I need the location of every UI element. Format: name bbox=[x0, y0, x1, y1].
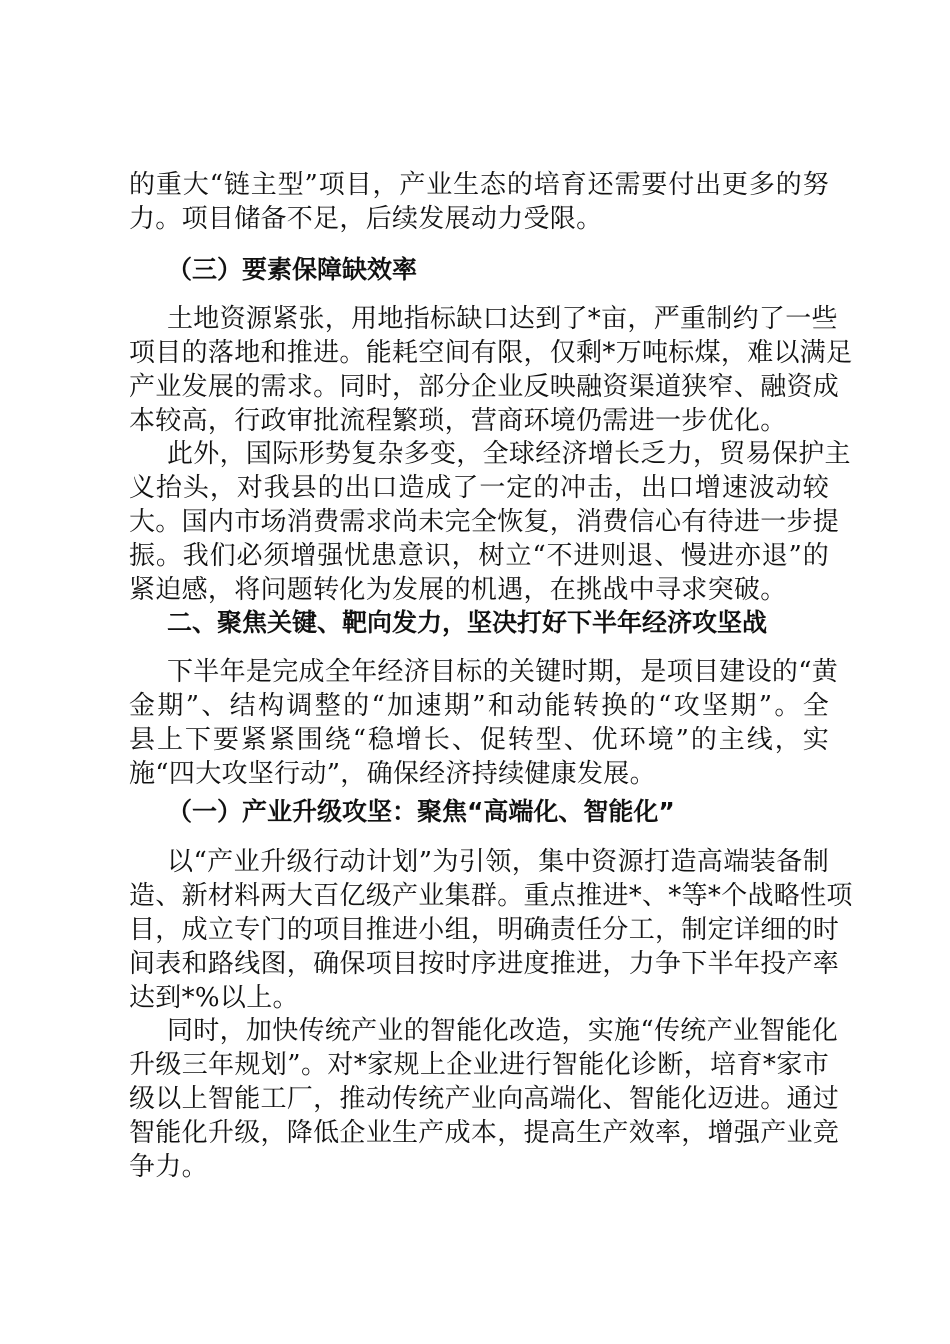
subsection-heading-industry-upgrade: （一）产业升级攻坚：聚焦“高端化、智能化” bbox=[167, 797, 675, 826]
paragraph-line: 县上下要紧紧围绕“稳增长、促转型、优环境”的主线，实 bbox=[129, 725, 829, 755]
paragraph-line: 义抬头，对我县的出口造成了一定的冲击，出口增速波动较 bbox=[129, 473, 829, 503]
paragraph-line: 紧迫感，将问题转化为发展的机遇，在挑战中寻求突破。 bbox=[129, 575, 787, 605]
paragraph-line: 力。项目储备不足，后续发展动力受限。 bbox=[129, 204, 603, 234]
paragraph-industry-upgrade bbox=[129, 845, 853, 1015]
paragraph-line: 同时，加快传统产业的智能化改造，实施“传统产业智能化 bbox=[167, 1016, 839, 1046]
paragraph-line: 间表和路线图，确保项目按时序进度推进，力争下半年投产率 bbox=[129, 949, 840, 979]
paragraph-line: 升级三年规划”。对*家规上企业进行智能化诊断，培育*家市 bbox=[129, 1050, 829, 1080]
paragraph-line: 本较高，行政审批流程繁琐，营商环境仍需进一步优化。 bbox=[129, 406, 787, 436]
section-heading-second-half: 二、聚焦关键、靶向发力，坚决打好下半年经济攻坚战 bbox=[167, 608, 768, 637]
paragraph-line: 此外，国际形势复杂多变，全球经济增长乏力，贸易保护主 bbox=[167, 439, 851, 469]
paragraph-smart-transformation bbox=[129, 1014, 840, 1184]
paragraph-line: 争力。 bbox=[129, 1152, 208, 1182]
paragraph-line: 造、新材料两大百亿级产业集群。重点推进*、*等*个战略性项 bbox=[129, 881, 853, 911]
paragraph-line: 智能化升级，降低企业生产成本，提高生产效率，增强产业竞 bbox=[129, 1118, 840, 1148]
paragraph-line: 土地资源紧张，用地指标缺口达到了*亩，严重制约了一些 bbox=[167, 304, 838, 334]
paragraph-international bbox=[129, 437, 851, 607]
paragraph-line: 的重大“链主型”项目，产业生态的培育还需要付出更多的努 bbox=[129, 170, 829, 200]
paragraph-line: 达到*%以上。 bbox=[129, 983, 299, 1013]
paragraph-line: 目，成立专门的项目推进小组，明确责任分工，制定详细的时 bbox=[129, 915, 840, 945]
paragraph-land-resources bbox=[129, 302, 853, 438]
paragraph-line: 级以上智能工厂，推动传统产业向高端化、智能化迈进。通过 bbox=[129, 1084, 840, 1114]
paragraph-line: 施“四大攻坚行动”，确保经济持续健康发展。 bbox=[129, 759, 656, 789]
paragraph-second-half bbox=[129, 655, 839, 791]
paragraph-line: 项目的落地和推进。能耗空间有限，仅剩*万吨标煤，难以满足 bbox=[129, 338, 853, 368]
paragraph-line: 大。国内市场消费需求尚未完全恢复，消费信心有待进一步提 bbox=[129, 507, 840, 537]
paragraph-intro bbox=[129, 168, 829, 236]
section-heading-factor-guarantee: （三）要素保障缺效率 bbox=[167, 255, 418, 284]
paragraph-line: 以“产业升级行动计划”为引领，集中资源打造高端装备制 bbox=[167, 847, 829, 877]
paragraph-line: 金期”、结构调整的“加速期”和动能转换的“攻坚期”。全 bbox=[129, 691, 829, 721]
paragraph-line: 振。我们必须增强忧患意识，树立“不进则退、慢进亦退”的 bbox=[129, 541, 829, 571]
paragraph-line: 产业发展的需求。同时，部分企业反映融资渠道狭窄、融资成 bbox=[129, 372, 840, 402]
paragraph-line: 下半年是完成全年经济目标的关键时期，是项目建设的“黄 bbox=[167, 657, 839, 687]
